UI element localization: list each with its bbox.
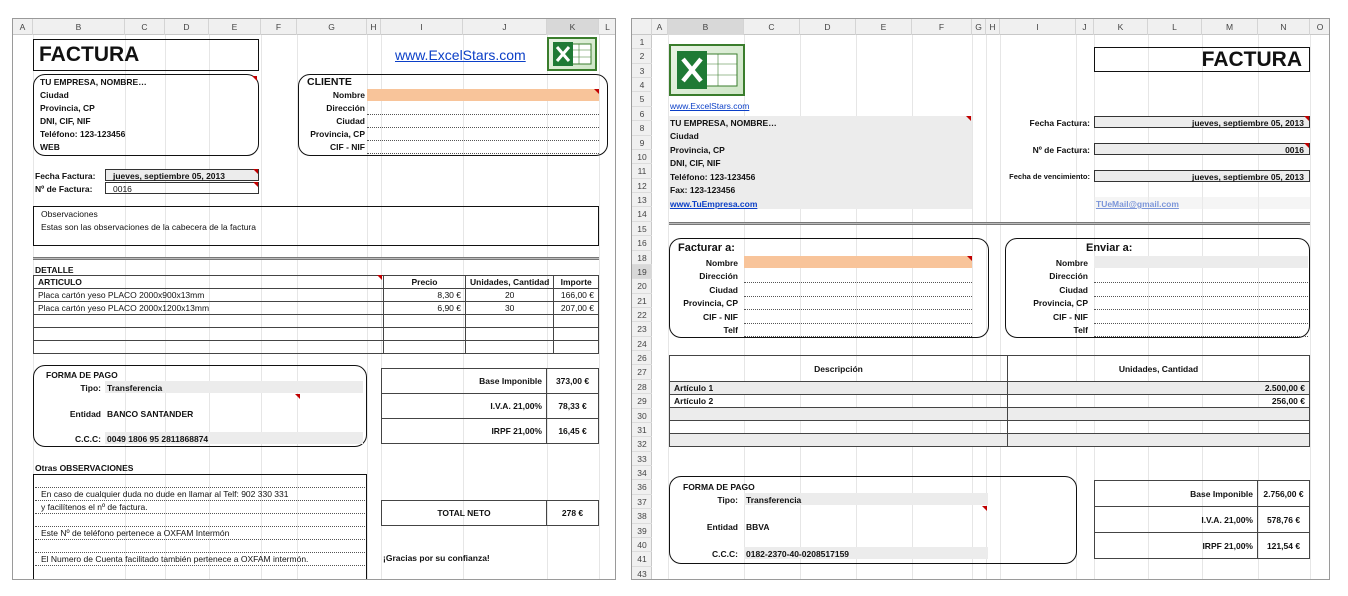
invoice-date-label: Fecha Factura: [1029,118,1090,128]
cell-articulo[interactable]: Placa cartón yeso PLACO 2000x900x13mm [34,289,384,302]
totals-label: Base Imponible [1095,481,1258,507]
table-header: Unidades, Cantidad [466,276,554,289]
cell-importe[interactable]: 166,00 € [554,289,599,302]
table-row[interactable] [670,395,1310,408]
due-date-value: jueves, septiembre 05, 2013 [1192,172,1304,182]
row-header[interactable]: 9 [632,136,652,150]
col-header[interactable]: J [463,19,547,35]
col-header[interactable]: H [367,19,381,35]
col-header[interactable]: C [744,19,800,35]
col-header[interactable]: E [856,19,912,35]
col-header[interactable]: E [209,19,261,35]
company-line: DNI, CIF, NIF [40,116,91,126]
ship-to-label: Provincia, CP [1033,298,1088,308]
totals-label: IRPF 21,00% [1095,533,1258,559]
payment-account-label: C.C.C: [712,549,738,559]
company-line: Fax: 123-123456 [670,185,736,195]
invoice-number-value: 0016 [113,184,132,194]
row-header[interactable]: 20 [632,279,652,293]
bill-to-label: Telf [723,325,738,335]
row-header[interactable]: 19 [632,265,652,279]
ship-to-label: Ciudad [1059,285,1088,295]
col-header[interactable]: O [1310,19,1330,35]
right-row-header [632,35,652,580]
table-row[interactable] [670,382,1310,395]
right-column-header [632,19,1330,35]
net-total-table [381,500,599,526]
company-line: Provincia, CP [670,145,725,155]
row-header[interactable]: 40 [632,538,652,552]
row-header[interactable]: 14 [632,207,652,221]
payment-bank-value[interactable]: BBVA [746,522,770,532]
col-header-selected[interactable]: B [668,19,744,35]
other-observation-line: El Numero de Cuenta facilitado también pertenece a OXFAM intermón. [41,554,309,564]
col-header[interactable]: G [297,19,367,35]
totals-row [382,419,599,444]
other-observation-line: En caso de cualquier duda no dude en llamar al Telf: 902 330 331 [41,489,289,499]
totals-row [1095,533,1310,559]
net-total-value[interactable]: 278 € [547,501,599,526]
table-header-row [34,276,599,289]
col-header[interactable]: K [1094,19,1148,35]
row-header[interactable]: 36 [632,480,652,494]
row-header[interactable]: 12 [632,179,652,193]
col-header[interactable]: I [381,19,463,35]
bill-to-label: Dirección [699,271,738,281]
company-line: WEB [40,142,60,152]
cell-precio[interactable]: 6,90 € [384,302,466,315]
table-row[interactable] [34,315,599,328]
row-header[interactable]: 30 [632,409,652,423]
invoice-title: FACTURA [39,43,140,66]
row-header[interactable]: 23 [632,322,652,336]
ship-to-label: Dirección [1049,271,1088,281]
left-column-header [13,19,616,35]
payment-bank-value[interactable]: BANCO SANTANDER [107,409,194,419]
totals-value[interactable]: 2.756,00 € [1258,481,1310,507]
row-header[interactable]: 22 [632,308,652,322]
cell-importe[interactable]: 207,00 € [554,302,599,315]
totals-label: I.V.A. 21,00% [1095,507,1258,533]
row-header[interactable]: 21 [632,294,652,308]
row-header[interactable]: 31 [632,423,652,437]
row-header[interactable]: 2 [632,49,652,63]
ship-to-label: CIF - NIF [1053,312,1088,322]
row-header[interactable]: 41 [632,552,652,566]
left-spreadsheet [12,18,616,580]
col-header[interactable]: N [1258,19,1310,35]
company-line: Ciudad [40,90,69,100]
row-header[interactable]: 27 [632,365,652,379]
table-row[interactable] [34,302,599,315]
row-header[interactable]: 37 [632,495,652,509]
ship-to-label: Telf [1073,325,1088,335]
table-row[interactable] [670,408,1310,421]
payment-account-label: C.C.C: [75,434,101,444]
row-header[interactable]: 29 [632,394,652,408]
cell-cantidad[interactable]: 20 [466,289,554,302]
col-header[interactable]: A [652,19,668,35]
totals-value[interactable]: 16,45 € [547,419,599,444]
row-header[interactable]: 1 [632,35,652,49]
cell-quantity[interactable]: 256,00 € [1008,395,1310,408]
col-header[interactable]: C [125,19,165,35]
col-header-selected[interactable]: K [547,19,599,35]
ship-to-heading: Enviar a: [1086,242,1133,254]
payment-type-value[interactable]: Transferencia [107,383,163,393]
row-header[interactable]: 43 [632,567,652,580]
cell-cantidad[interactable]: 30 [466,302,554,315]
col-header[interactable]: D [800,19,856,35]
table-header: Descripción [670,356,1008,382]
client-label: Ciudad [336,116,365,126]
client-label: Nombre [332,90,365,100]
totals-value[interactable]: 121,54 € [1258,533,1310,559]
due-date-label: Fecha de vencimiento: [1009,172,1090,181]
payment-type-label: Tipo: [80,383,101,393]
site-link[interactable]: www.ExcelStars.com [395,47,526,63]
row-header[interactable]: 28 [632,380,652,394]
row-header[interactable]: 8 [632,121,652,135]
payment-type-label: Tipo: [717,495,738,505]
col-header[interactable]: F [912,19,972,35]
table-row[interactable] [34,341,599,354]
row-header[interactable]: 5 [632,92,652,106]
cell-description[interactable]: Artículo 1 [670,382,1008,395]
row-header[interactable]: 32 [632,437,652,451]
row-header[interactable]: 39 [632,524,652,538]
row-header[interactable]: 24 [632,337,652,351]
invoice-title: FACTURA [1201,48,1302,71]
col-header[interactable]: D [165,19,209,35]
net-total-label: TOTAL NETO [382,501,547,526]
excel-logo-icon [547,37,597,71]
observations-text: Estas son las observaciones de la cabecera de la factura [41,222,256,232]
other-observation-line: y facilítenos el nº de factura. [41,502,148,512]
payment-account-value[interactable]: 0049 1806 95 2811868874 [107,434,209,444]
other-observation-line: Este Nº de teléfono pertenece a OXFAM Intermón [41,528,230,538]
bill-to-name-input[interactable] [744,256,972,268]
invoice-number-value: 0016 [1285,145,1304,155]
table-header: Precio [384,276,466,289]
invoice-date-value: jueves, septiembre 05, 2013 [113,171,225,181]
totals-value[interactable]: 578,76 € [1258,507,1310,533]
col-header[interactable]: G [972,19,986,35]
payment-heading: FORMA DE PAGO [683,482,755,492]
col-header[interactable]: H [986,19,1000,35]
row-header[interactable]: 11 [632,164,652,178]
detail-heading: DETALLE [35,265,74,275]
totals-table [381,368,599,444]
totals-table [1094,480,1310,559]
bill-to-label: Provincia, CP [683,298,738,308]
bill-to-label: Nombre [705,258,738,268]
company-line: Teléfono: 123-123456 [670,172,756,182]
excel-logo-icon [669,44,745,96]
company-line: DNI, CIF, NIF [670,158,721,168]
table-header-row [670,356,1310,382]
client-label: CIF - NIF [330,142,365,152]
cell-precio[interactable]: 8,30 € [384,289,466,302]
totals-row [1095,481,1310,507]
row-header[interactable]: 26 [632,351,652,365]
invoice-date-label: Fecha Factura: [35,171,96,181]
right-spreadsheet [631,18,1330,580]
bill-to-label: Ciudad [709,285,738,295]
col-header[interactable]: A [13,19,33,35]
cell-articulo[interactable]: Placa cartón yeso PLACO 2000x1200x13mm [34,302,384,315]
row-header[interactable]: 18 [632,251,652,265]
row-header[interactable]: 33 [632,452,652,466]
items-table [669,355,1310,447]
col-header[interactable]: M [1202,19,1258,35]
row-header[interactable]: 10 [632,150,652,164]
totals-label: IRPF 21,00% [382,419,547,444]
cell-description[interactable]: Artículo 2 [670,395,1008,408]
row-header[interactable]: 6 [632,107,652,121]
row-header[interactable]: 3 [632,64,652,78]
payment-bank-label: Entidad [69,409,101,419]
totals-value[interactable]: 78,33 € [547,394,599,419]
row-header[interactable]: 4 [632,78,652,92]
bill-to-label: CIF - NIF [703,312,738,322]
other-observations-heading: Otras OBSERVACIONES [35,463,134,473]
row-header[interactable]: 13 [632,193,652,207]
table-row[interactable] [34,289,599,302]
client-label: Provincia, CP [310,129,365,139]
payment-type-value[interactable]: Transferencia [746,495,802,505]
invoice-number-label: Nº de Factura: [1032,145,1090,155]
company-line: Ciudad [670,131,699,141]
company-line: Provincia, CP [40,103,95,113]
thanks-text: ¡Gracias por su confianza! [383,553,490,563]
bill-to-heading: Facturar a: [678,242,735,254]
row-header[interactable]: 15 [632,222,652,236]
row-header[interactable]: 38 [632,509,652,523]
table-header: Importe [554,276,599,289]
col-header[interactable]: J [1076,19,1094,35]
table-row[interactable] [670,434,1310,447]
payment-account-value[interactable]: 0182-2370-40-0208517159 [746,549,850,559]
col-header[interactable]: I [1000,19,1076,35]
invoice-number-label: Nº de Factura: [35,184,93,194]
col-header[interactable]: L [599,19,616,35]
totals-row [382,394,599,419]
company-line: TU EMPRESA, NOMBRE… [40,77,147,87]
invoice-date-value: jueves, septiembre 05, 2013 [1192,118,1304,128]
row-header[interactable]: 16 [632,236,652,250]
company-line: TU EMPRESA, NOMBRE… [670,118,777,128]
table-header: ARTICULO [34,276,384,289]
table-header: Unidades, Cantidad [1008,356,1310,382]
client-label: Dirección [326,103,365,113]
payment-bank-label: Entidad [706,522,738,532]
col-header[interactable]: B [33,19,125,35]
table-row[interactable] [34,328,599,341]
payment-heading: FORMA DE PAGO [46,370,118,380]
company-line: Teléfono: 123-123456 [40,129,126,139]
table-row[interactable] [670,421,1310,434]
observations-heading: Observaciones [41,209,98,219]
col-header[interactable]: F [261,19,297,35]
client-heading: CLIENTE [307,76,352,88]
row-header[interactable]: 34 [632,466,652,480]
totals-value[interactable]: 373,00 € [547,369,599,394]
site-link[interactable]: www.ExcelStars.com [670,101,750,111]
detail-table [33,275,599,354]
cell-quantity[interactable]: 2.500,00 € [1008,382,1310,395]
net-total-row [382,501,599,526]
company-web-link[interactable]: www.TuEmpresa.com [670,199,758,209]
col-header[interactable]: L [1148,19,1202,35]
totals-row [382,369,599,394]
totals-label: Base Imponible [382,369,547,394]
ship-to-label: Nombre [1055,258,1088,268]
client-name-input[interactable] [367,89,599,101]
totals-label: I.V.A. 21,00% [382,394,547,419]
totals-row [1095,507,1310,533]
